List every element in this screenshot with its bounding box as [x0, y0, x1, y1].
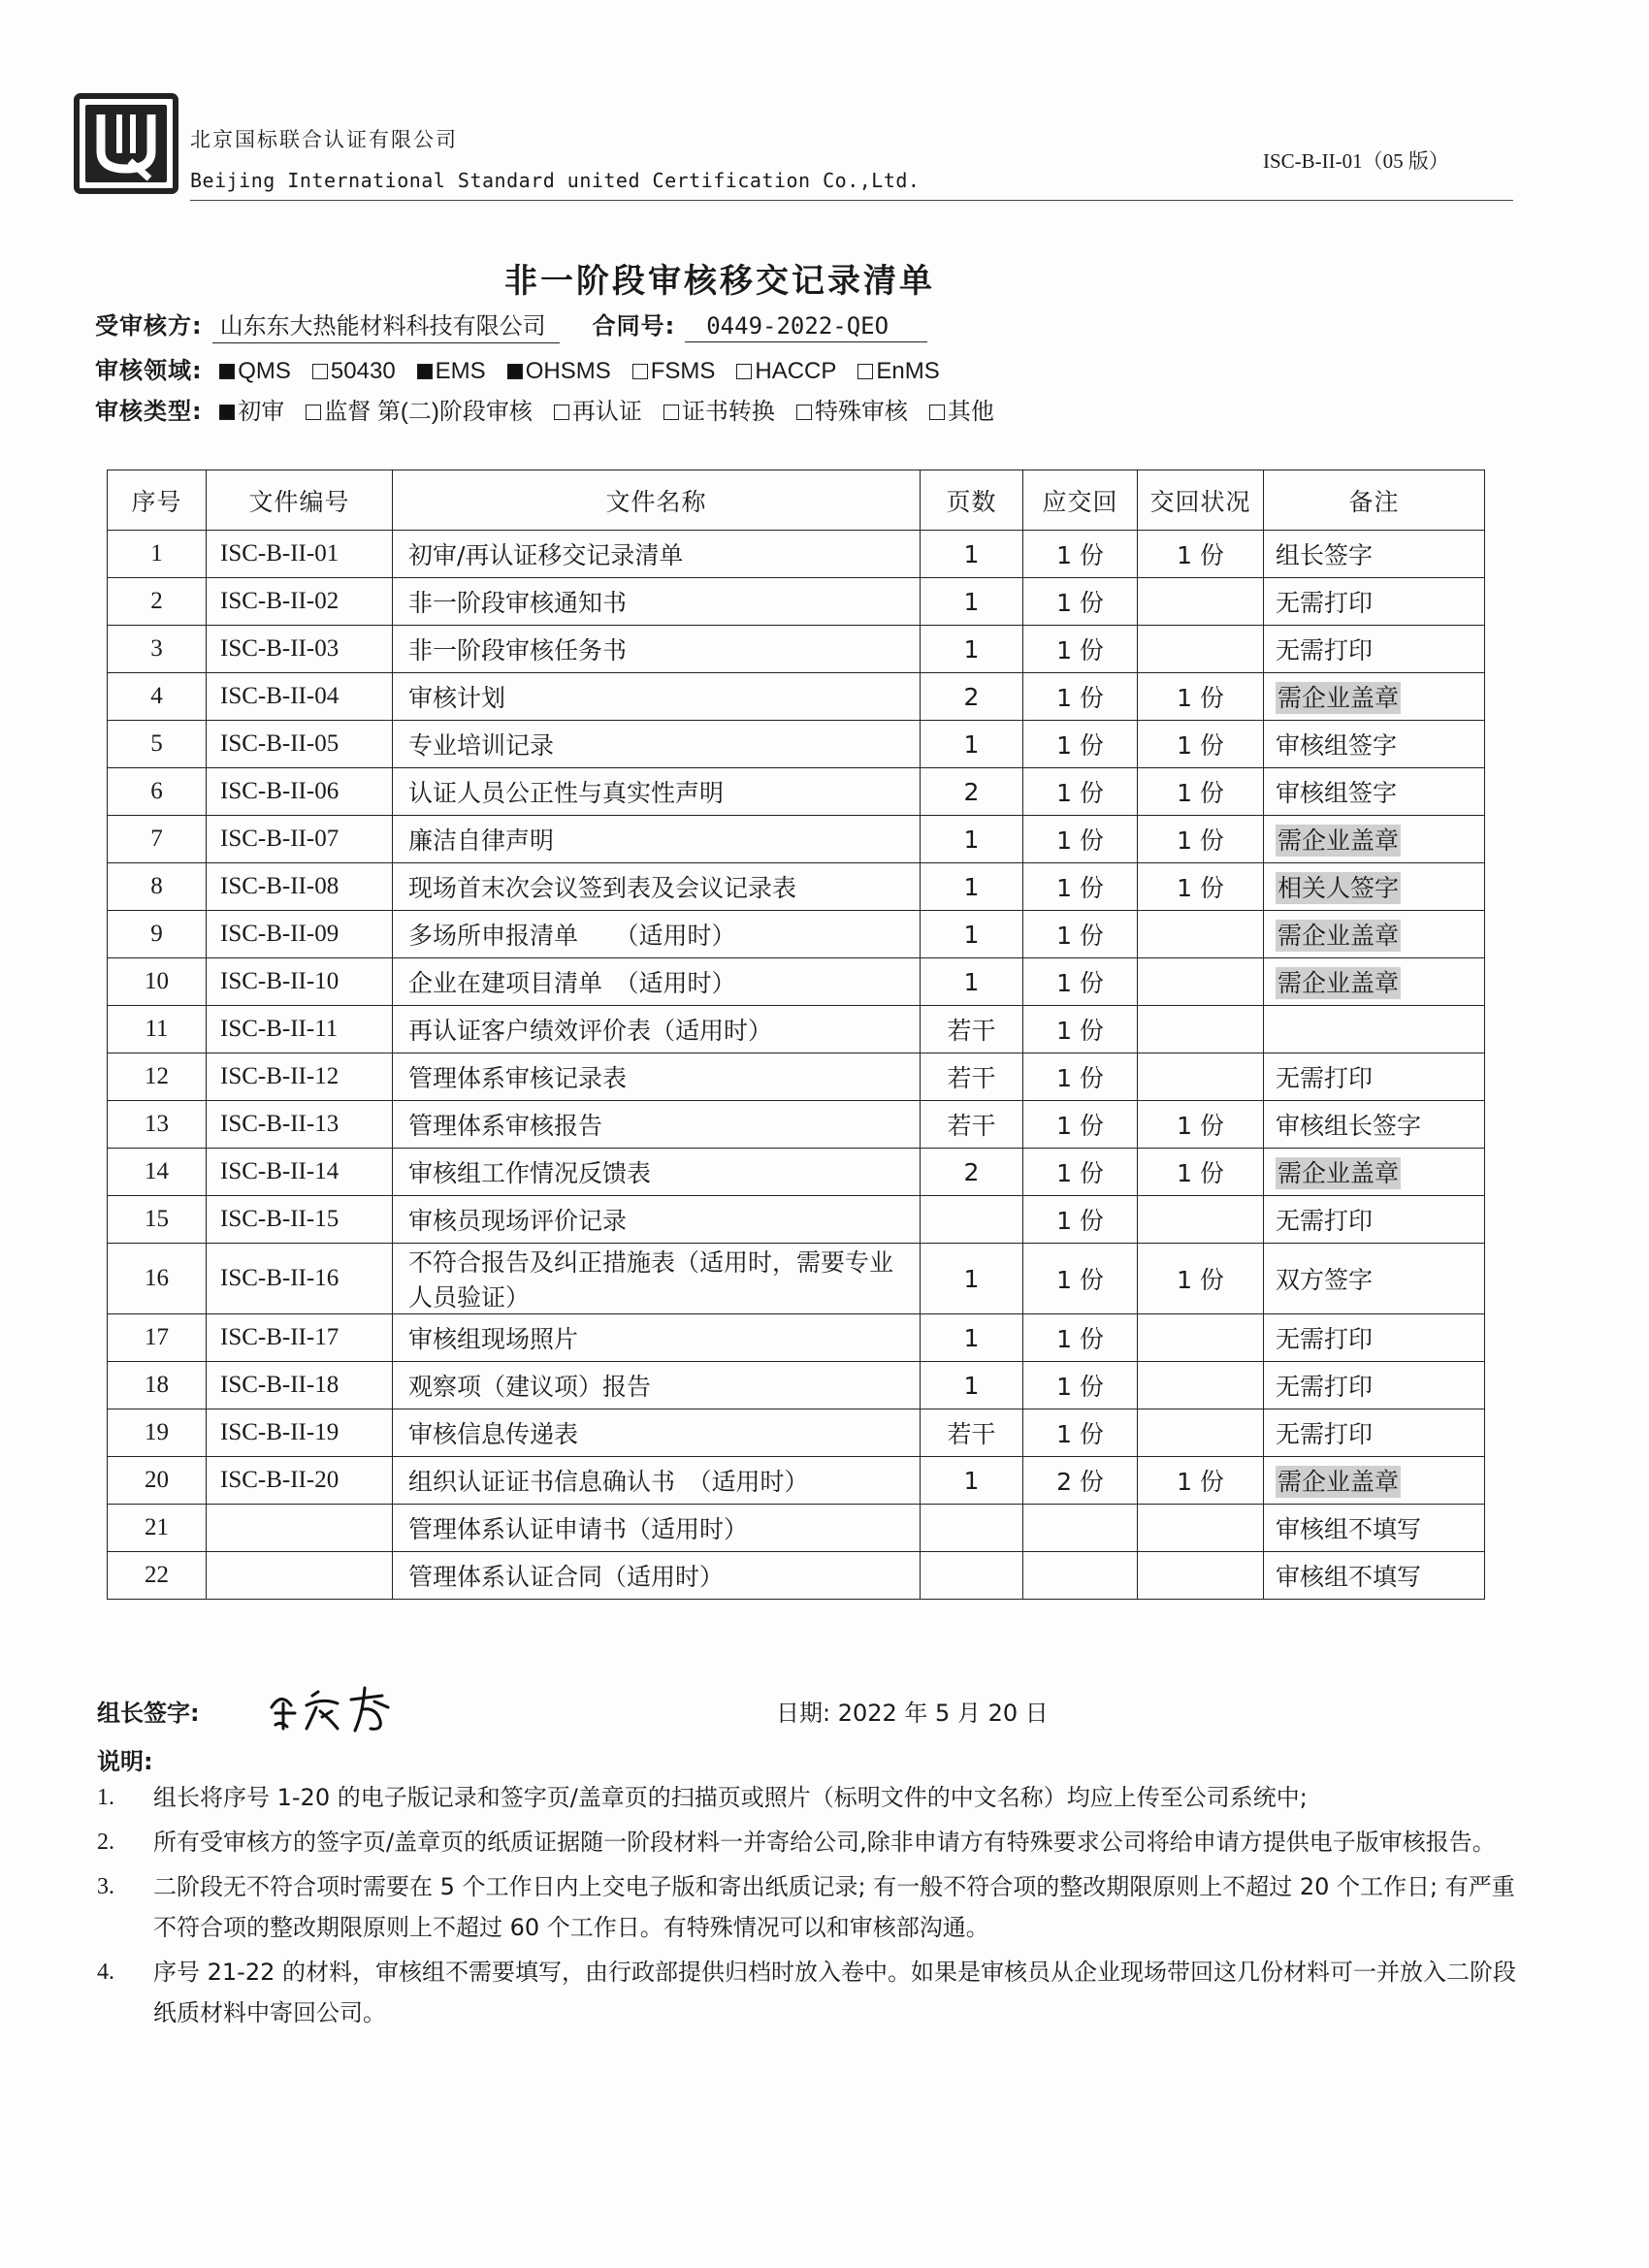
- cell-seq: 10: [108, 958, 207, 1006]
- cell-file-code: [207, 1552, 393, 1600]
- audit-domain-option-label: HACCP: [755, 358, 837, 384]
- cell-return-status: [1138, 1505, 1264, 1552]
- cell-due: 1 份: [1023, 673, 1138, 721]
- cell-due: 1 份: [1023, 1196, 1138, 1244]
- audit-domain-row: [95, 351, 961, 385]
- cell-due: 1 份: [1023, 816, 1138, 863]
- leader-sign-label: 组长签字:: [97, 1700, 200, 1727]
- cell-return-status: [1138, 958, 1264, 1006]
- auditee-label: 受审核方:: [95, 312, 203, 340]
- cell-file-name: 初审/再认证移交记录清单: [393, 531, 921, 578]
- unchecked-box-icon: [554, 405, 569, 420]
- cell-file-name: 审核员现场评价记录: [393, 1196, 921, 1244]
- company-name-en: Beijing International Standard united Certification Co.,Ltd.: [190, 169, 921, 192]
- notes-list: [97, 1777, 1523, 2037]
- audit-domain-option-label: FSMS: [650, 358, 716, 384]
- cell-return-status: [1138, 1196, 1264, 1244]
- table-row: [108, 578, 1485, 626]
- cell-due: 1 份: [1023, 911, 1138, 958]
- cell-file-name: 组织认证证书信息确认书 （适用时）: [393, 1457, 921, 1505]
- cell-file-name: 现场首末次会议签到表及会议记录表: [393, 863, 921, 911]
- form-code: ISC-B-II-01（05 版）: [1263, 149, 1449, 173]
- unchecked-box-icon: [857, 364, 873, 379]
- cell-pages: 1: [921, 578, 1023, 626]
- cell-pages: 1: [921, 816, 1023, 863]
- audit-domain-label: 审核领域:: [95, 357, 203, 384]
- cell-remarks: 审核组不填写: [1264, 1552, 1485, 1600]
- cell-remarks: 需企业盖章: [1264, 1457, 1485, 1505]
- audit-type-option: [663, 392, 775, 426]
- audit-domain-option: [417, 358, 486, 385]
- cell-file-name: 观察项（建议项）报告: [393, 1362, 921, 1409]
- cell-file-code: ISC-B-II-13: [207, 1101, 393, 1149]
- cell-file-name: 企业在建项目清单 （适用时）: [393, 958, 921, 1006]
- cell-file-code: ISC-B-II-03: [207, 626, 393, 673]
- cell-remarks: 双方签字: [1264, 1244, 1485, 1314]
- contract-value: 0449-2022-QEO: [685, 312, 927, 342]
- cell-remarks: 需企业盖章: [1264, 958, 1485, 1006]
- cell-seq: 15: [108, 1196, 207, 1244]
- cell-return-status: [1138, 1552, 1264, 1600]
- cell-file-code: ISC-B-II-02: [207, 578, 393, 626]
- table-row: [108, 1196, 1485, 1244]
- audit-type-option: [554, 392, 642, 426]
- cell-due: [1023, 1505, 1138, 1552]
- company-name-cn: 北京国标联合认证有限公司: [190, 128, 458, 151]
- table-row: [108, 1053, 1485, 1101]
- cell-seq: 8: [108, 863, 207, 911]
- cell-seq: 19: [108, 1409, 207, 1457]
- audit-type-option: [796, 392, 908, 426]
- cell-due: 1 份: [1023, 1409, 1138, 1457]
- table-row: [108, 1314, 1485, 1362]
- cell-return-status: [1138, 1409, 1264, 1457]
- cell-pages: 2: [921, 1149, 1023, 1196]
- cell-seq: 5: [108, 721, 207, 768]
- cell-remarks: [1264, 1006, 1485, 1053]
- audit-domain-option-label: EMS: [435, 358, 486, 384]
- table-row: [108, 721, 1485, 768]
- checked-box-icon: [219, 405, 235, 420]
- header-remarks: 备注: [1264, 470, 1485, 531]
- certification-logo-icon: [74, 93, 178, 194]
- cell-seq: 7: [108, 816, 207, 863]
- unchecked-box-icon: [663, 405, 679, 420]
- cell-remarks: 相关人签字: [1264, 863, 1485, 911]
- cell-pages: 1: [921, 863, 1023, 911]
- unchecked-box-icon: [306, 405, 321, 420]
- audit-type-option-label: 再认证: [571, 399, 642, 425]
- unchecked-box-icon: [312, 364, 328, 379]
- cell-due: [1023, 1552, 1138, 1600]
- cell-file-code: ISC-B-II-04: [207, 673, 393, 721]
- checked-box-icon: [219, 364, 235, 379]
- cell-file-name: 管理体系认证申请书（适用时）: [393, 1505, 921, 1552]
- table-row: [108, 531, 1485, 578]
- cell-remarks: 审核组长签字: [1264, 1101, 1485, 1149]
- cell-pages: 2: [921, 768, 1023, 816]
- cell-seq: 9: [108, 911, 207, 958]
- header-file-code: 文件编号: [207, 470, 393, 531]
- cell-return-status: [1138, 578, 1264, 626]
- header-due: 应交回: [1023, 470, 1138, 531]
- header-return-status: 交回状况: [1138, 470, 1264, 531]
- table-row: [108, 1362, 1485, 1409]
- table-row: [108, 958, 1485, 1006]
- cell-seq: 20: [108, 1457, 207, 1505]
- cell-file-name: 管理体系认证合同（适用时）: [393, 1552, 921, 1600]
- audit-domain-option: [632, 358, 716, 385]
- note-item: 3. 二阶段无不符合项时需要在 5 个工作日内上交电子版和寄出纸质记录; 有一般不符合项的整改期限原则上不超过 20 个工作日; 有严重不符合项的整改期限原则上不超过 60 个工作日。有特殊情况可以和审核部沟通。: [97, 1873, 1515, 1941]
- table-row: [108, 768, 1485, 816]
- cell-seq: 12: [108, 1053, 207, 1101]
- cell-remarks: 审核组签字: [1264, 721, 1485, 768]
- cell-remarks: 无需打印: [1264, 1196, 1485, 1244]
- cell-file-code: ISC-B-II-06: [207, 768, 393, 816]
- cell-pages: [921, 1505, 1023, 1552]
- audit-domain-option-label: OHSMS: [525, 358, 611, 384]
- cell-due: 1 份: [1023, 768, 1138, 816]
- cell-file-code: ISC-B-II-10: [207, 958, 393, 1006]
- cell-pages: 1: [921, 1457, 1023, 1505]
- cell-pages: 1: [921, 1244, 1023, 1314]
- cell-file-name: 多场所申报清单 （适用时）: [393, 911, 921, 958]
- cell-seq: 22: [108, 1552, 207, 1600]
- header-seq: 序号: [108, 470, 207, 531]
- cell-due: 1 份: [1023, 626, 1138, 673]
- unchecked-box-icon: [929, 405, 945, 420]
- audit-domain-option: [507, 358, 611, 385]
- audit-type-label: 审核类型:: [95, 398, 203, 425]
- cell-seq: 6: [108, 768, 207, 816]
- cell-pages: 1: [921, 531, 1023, 578]
- table-row: [108, 1505, 1485, 1552]
- cell-pages: [921, 1552, 1023, 1600]
- cell-file-code: ISC-B-II-05: [207, 721, 393, 768]
- cell-return-status: [1138, 626, 1264, 673]
- cell-seq: 17: [108, 1314, 207, 1362]
- cell-seq: 1: [108, 531, 207, 578]
- cell-due: 1 份: [1023, 1053, 1138, 1101]
- cell-seq: 4: [108, 673, 207, 721]
- checked-box-icon: [417, 364, 433, 379]
- table-row: [108, 911, 1485, 958]
- cell-pages: 1: [921, 1362, 1023, 1409]
- sign-date: 日期: 2022 年 5 月 20 日: [776, 1700, 1049, 1727]
- cell-file-code: ISC-B-II-16: [207, 1244, 393, 1314]
- cell-remarks: 审核组不填写: [1264, 1505, 1485, 1552]
- audit-type-option-label: 证书转换: [681, 399, 775, 425]
- cell-pages: 1: [921, 626, 1023, 673]
- cell-file-code: [207, 1505, 393, 1552]
- cell-remarks: 需企业盖章: [1264, 673, 1485, 721]
- audit-type-option: [306, 392, 533, 426]
- cell-file-name: 专业培训记录: [393, 721, 921, 768]
- cell-return-status: 1 份: [1138, 1149, 1264, 1196]
- cell-file-name: 管理体系审核记录表: [393, 1053, 921, 1101]
- table-row: [108, 1457, 1485, 1505]
- cell-file-name: 廉洁自律声明: [393, 816, 921, 863]
- audit-domain-option: [219, 358, 291, 385]
- cell-remarks: 组长签字: [1264, 531, 1485, 578]
- cell-pages: 1: [921, 911, 1023, 958]
- cell-file-code: ISC-B-II-18: [207, 1362, 393, 1409]
- page-title: 非一阶段审核移交记录清单: [504, 262, 935, 301]
- cell-pages: 若干: [921, 1053, 1023, 1101]
- cell-file-name: 管理体系审核报告: [393, 1101, 921, 1149]
- cell-return-status: [1138, 1362, 1264, 1409]
- cell-return-status: 1 份: [1138, 721, 1264, 768]
- cell-pages: 若干: [921, 1101, 1023, 1149]
- table-row: [108, 1149, 1485, 1196]
- cell-remarks: 无需打印: [1264, 1314, 1485, 1362]
- cell-remarks: 无需打印: [1264, 626, 1485, 673]
- header-file-name: 文件名称: [393, 470, 921, 531]
- cell-remarks: 无需打印: [1264, 578, 1485, 626]
- cell-pages: [921, 1196, 1023, 1244]
- cell-seq: 13: [108, 1101, 207, 1149]
- audit-type-option-label: 其他: [947, 399, 994, 425]
- cell-return-status: 1 份: [1138, 1457, 1264, 1505]
- table-row: [108, 1409, 1485, 1457]
- cell-pages: 若干: [921, 1006, 1023, 1053]
- cell-remarks: 审核组签字: [1264, 768, 1485, 816]
- audit-domain-option-label: EnMS: [876, 358, 940, 384]
- cell-seq: 14: [108, 1149, 207, 1196]
- table-row: [108, 816, 1485, 863]
- audit-type-option: [219, 392, 284, 426]
- cell-return-status: 1 份: [1138, 531, 1264, 578]
- cell-return-status: 1 份: [1138, 673, 1264, 721]
- table-row: [108, 1552, 1485, 1600]
- cell-return-status: 1 份: [1138, 1101, 1264, 1149]
- cell-seq: 11: [108, 1006, 207, 1053]
- cell-file-code: ISC-B-II-11: [207, 1006, 393, 1053]
- cell-seq: 3: [108, 626, 207, 673]
- auditee-row: [95, 307, 927, 343]
- cell-return-status: 1 份: [1138, 768, 1264, 816]
- contract-label: 合同号:: [592, 312, 676, 340]
- audit-type-option-label: 初审: [238, 399, 285, 425]
- cell-due: 2 份: [1023, 1457, 1138, 1505]
- cell-return-status: 1 份: [1138, 816, 1264, 863]
- audit-type-option-label: 监督 第(二)阶段审核: [324, 399, 533, 425]
- cell-file-code: ISC-B-II-09: [207, 911, 393, 958]
- cell-pages: 2: [921, 673, 1023, 721]
- cell-file-name: 审核组现场照片: [393, 1314, 921, 1362]
- cell-due: 1 份: [1023, 1244, 1138, 1314]
- cell-due: 1 份: [1023, 1006, 1138, 1053]
- cell-remarks: 需企业盖章: [1264, 911, 1485, 958]
- cell-pages: 1: [921, 1314, 1023, 1362]
- cell-file-code: ISC-B-II-01: [207, 531, 393, 578]
- leader-signature: [262, 1678, 398, 1736]
- cell-file-name: 审核组工作情况反馈表: [393, 1149, 921, 1196]
- cell-due: 1 份: [1023, 578, 1138, 626]
- cell-due: 1 份: [1023, 1314, 1138, 1362]
- cell-return-status: 1 份: [1138, 1244, 1264, 1314]
- cell-due: 1 份: [1023, 1362, 1138, 1409]
- checked-box-icon: [507, 364, 523, 379]
- cell-remarks: 需企业盖章: [1264, 1149, 1485, 1196]
- cell-due: 1 份: [1023, 1149, 1138, 1196]
- handover-records-table: [107, 470, 1485, 1600]
- cell-pages: 1: [921, 958, 1023, 1006]
- cell-file-code: ISC-B-II-15: [207, 1196, 393, 1244]
- header-divider: [190, 200, 1513, 201]
- cell-file-code: ISC-B-II-12: [207, 1053, 393, 1101]
- unchecked-box-icon: [796, 405, 812, 420]
- cell-return-status: [1138, 1314, 1264, 1362]
- cell-file-name: 再认证客户绩效评价表（适用时）: [393, 1006, 921, 1053]
- cell-file-name: 审核信息传递表: [393, 1409, 921, 1457]
- cell-remarks: 无需打印: [1264, 1409, 1485, 1457]
- cell-return-status: [1138, 1006, 1264, 1053]
- cell-file-code: ISC-B-II-20: [207, 1457, 393, 1505]
- cell-file-code: ISC-B-II-19: [207, 1409, 393, 1457]
- audit-type-option-label: 特殊审核: [814, 399, 908, 425]
- cell-pages: 若干: [921, 1409, 1023, 1457]
- header-pages: 页数: [921, 470, 1023, 531]
- cell-due: 1 份: [1023, 958, 1138, 1006]
- cell-file-name: 认证人员公正性与真实性声明: [393, 768, 921, 816]
- cell-seq: 18: [108, 1362, 207, 1409]
- note-item: 4. 序号 21-22 的材料，审核组不需要填写，由行政部提供归档时放入卷中。如果是审核员从企业现场带回这几份材料可一并放入二阶段纸质材料中寄回公司。: [97, 1959, 1516, 2026]
- audit-type-option: [929, 392, 994, 426]
- audit-domain-option: [857, 358, 939, 385]
- table-row: [108, 863, 1485, 911]
- cell-seq: 2: [108, 578, 207, 626]
- cell-remarks: 无需打印: [1264, 1362, 1485, 1409]
- table-row: [108, 626, 1485, 673]
- table-header-row: [108, 470, 1485, 531]
- cell-due: 1 份: [1023, 1101, 1138, 1149]
- cell-due: 1 份: [1023, 721, 1138, 768]
- cell-file-name: 不符合报告及纠正措施表（适用时，需要专业人员验证）: [393, 1244, 921, 1314]
- audit-domain-option: [736, 358, 836, 385]
- cell-seq: 21: [108, 1505, 207, 1552]
- note-item: 1. 组长将序号 1-20 的电子版记录和签字页/盖章页的扫描页或照片（标明文件的中文名称）均应上传至公司系统中;: [97, 1784, 1308, 1811]
- cell-seq: 16: [108, 1244, 207, 1314]
- notes-title: 说明:: [97, 1748, 153, 1775]
- audit-type-row: [95, 392, 1016, 426]
- table-row: [108, 1101, 1485, 1149]
- cell-file-name: 审核计划: [393, 673, 921, 721]
- cell-file-code: ISC-B-II-17: [207, 1314, 393, 1362]
- unchecked-box-icon: [736, 364, 752, 379]
- cell-return-status: [1138, 1053, 1264, 1101]
- audit-domain-option-label: 50430: [330, 358, 396, 384]
- cell-file-name: 非一阶段审核任务书: [393, 626, 921, 673]
- cell-due: 1 份: [1023, 863, 1138, 911]
- cell-pages: 1: [921, 721, 1023, 768]
- note-item: 2. 所有受审核方的签字页/盖章页的纸质证据随一阶段材料一并寄给公司,除非申请方有特殊要求公司将给申请方提供电子版审核报告。: [97, 1829, 1496, 1856]
- cell-remarks: 无需打印: [1264, 1053, 1485, 1101]
- audit-domain-option-label: QMS: [238, 358, 291, 384]
- audit-domain-option: [312, 358, 396, 385]
- table-row: [108, 673, 1485, 721]
- cell-file-code: ISC-B-II-08: [207, 863, 393, 911]
- cell-remarks: 需企业盖章: [1264, 816, 1485, 863]
- cell-file-code: ISC-B-II-14: [207, 1149, 393, 1196]
- cell-file-code: ISC-B-II-07: [207, 816, 393, 863]
- table-row: [108, 1244, 1485, 1314]
- table-row: [108, 1006, 1485, 1053]
- cell-due: 1 份: [1023, 531, 1138, 578]
- cell-return-status: 1 份: [1138, 863, 1264, 911]
- cell-file-name: 非一阶段审核通知书: [393, 578, 921, 626]
- auditee-value: 山东东大热能材料科技有限公司: [212, 307, 560, 343]
- cell-return-status: [1138, 911, 1264, 958]
- unchecked-box-icon: [632, 364, 648, 379]
